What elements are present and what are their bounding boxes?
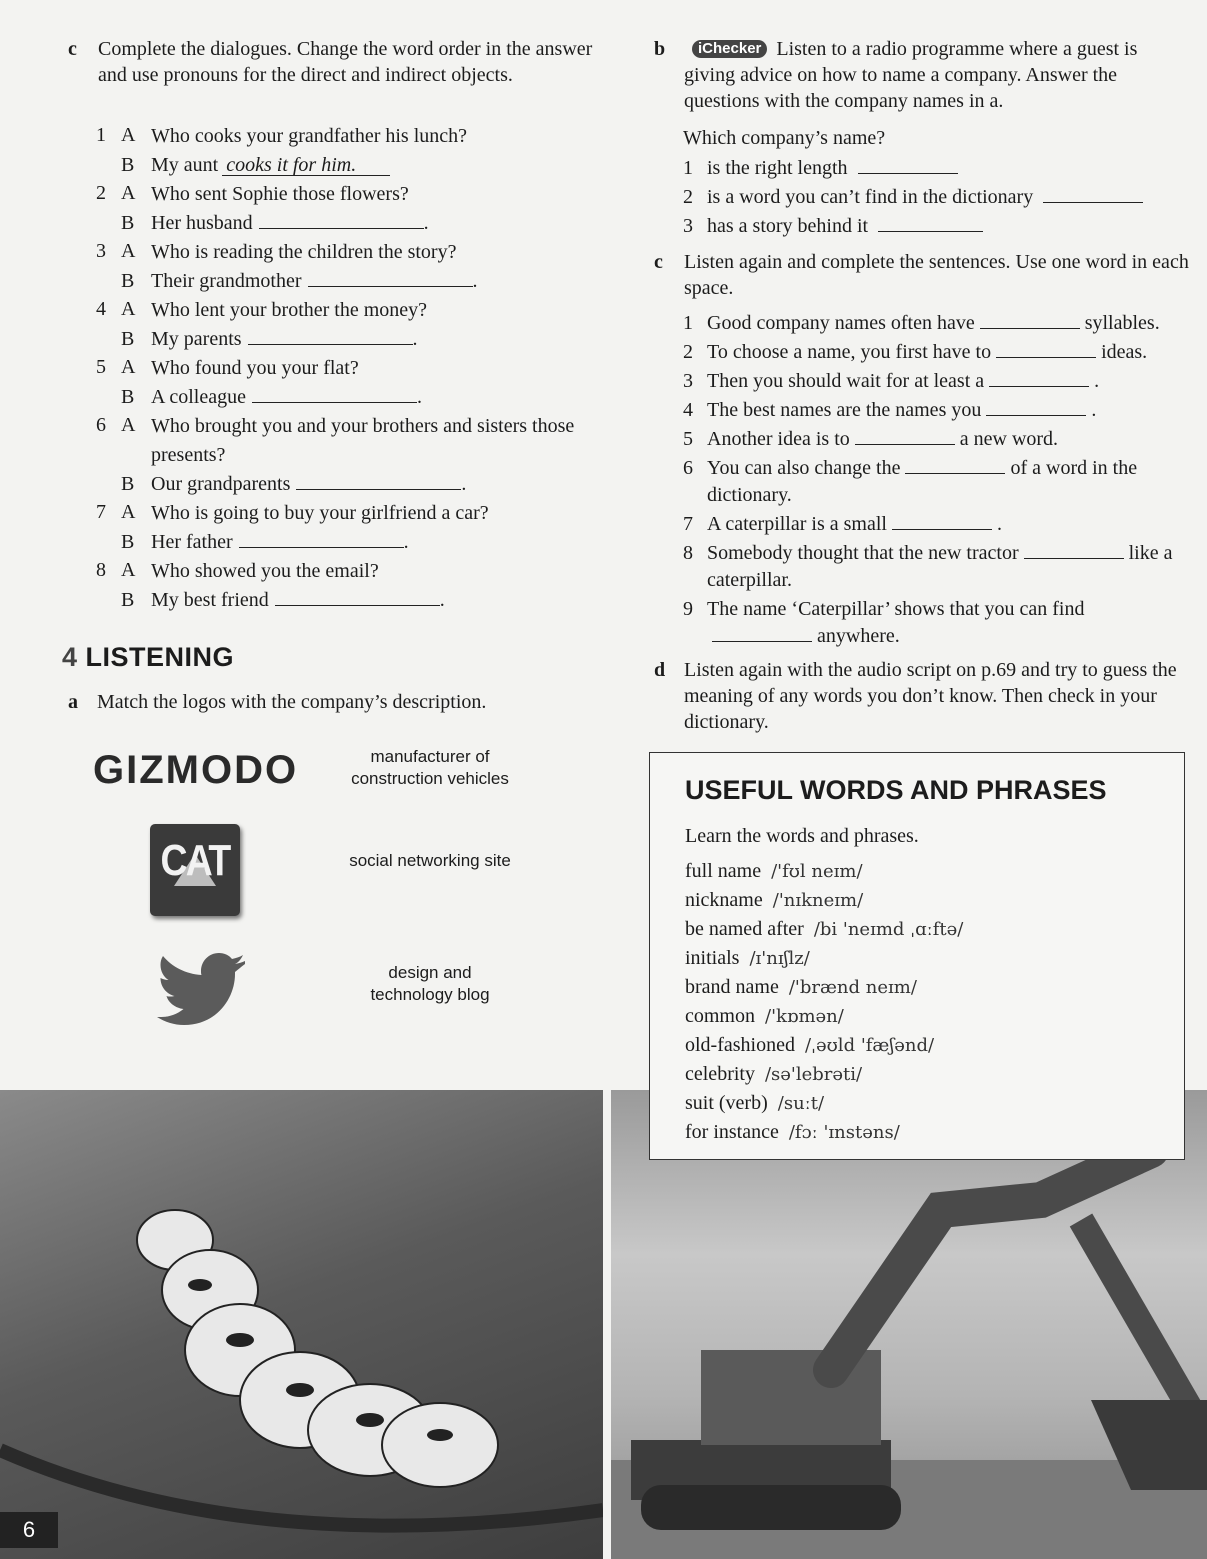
period: .: [412, 328, 418, 350]
dialogue-b-start: My best friend: [151, 589, 269, 611]
period: .: [416, 386, 422, 408]
speaker-a: A: [121, 559, 136, 581]
ichecker-badge: iChecker: [692, 40, 767, 58]
speaker-a: A: [121, 298, 136, 320]
item-text-before: Another idea is to: [707, 428, 850, 450]
speaker-a: A: [121, 501, 136, 523]
item-text: is a word you can’t find in the dictionary: [707, 186, 1034, 208]
useful-word: initials: [685, 947, 740, 969]
speaker-b: B: [121, 531, 135, 553]
dialogue-a-text: Who lent your brother the money?: [151, 299, 428, 321]
dialogue-number: 2: [96, 182, 106, 204]
exercise-c2-item: [683, 511, 1188, 538]
item-number: 1: [683, 312, 693, 334]
useful-words-subtitle: Learn the words and phrases.: [685, 825, 919, 847]
exercise-c2-item: [683, 339, 1188, 366]
dialogue-b-start: Our grandparents: [151, 473, 291, 495]
answer-blank[interactable]: [712, 623, 812, 642]
exercise-c2-item: [683, 540, 1188, 594]
item-text-after: a new word.: [959, 428, 1059, 450]
item-text-before: A caterpillar is a small: [707, 513, 887, 535]
dialogue-number: 7: [96, 501, 106, 523]
item-number: 1: [683, 157, 693, 179]
dialogue-item: [96, 296, 586, 354]
exercise-c2-item: [683, 426, 1188, 453]
useful-word-pronunciation: /'fʊl neɪm/: [771, 861, 863, 882]
exercise-d: [654, 657, 1189, 735]
useful-word-item: [685, 1002, 1165, 1031]
speaker-b: B: [121, 270, 135, 292]
answer-blank[interactable]: [248, 326, 413, 345]
dialogue-number: 4: [96, 298, 106, 320]
exercise-c2-instruction: Listen again and complete the sentences. Use one word in each space.: [684, 251, 1189, 299]
description-2: social networking site: [349, 851, 511, 870]
exercise-c2-item: [683, 310, 1188, 337]
dialogue-a-text: Who is going to buy your girlfriend a car?: [151, 502, 489, 524]
listening-a-label: a: [68, 691, 78, 713]
description-1: manufacturer of construction vehicles: [351, 747, 509, 788]
dialogue-b: [96, 383, 586, 412]
useful-word-pronunciation: /'brænd neɪm/: [788, 977, 917, 998]
dialogue-b-start: Their grandmother: [151, 270, 302, 292]
exercise-d-instruction: Listen again with the audio script on p.69 and try to guess the meaning of any words you don’t know. Then check in your dictionary.: [684, 659, 1177, 733]
dialogue-b: [96, 586, 586, 615]
exercise-b-question: Which company’s name?: [683, 127, 886, 149]
useful-words-list: [685, 857, 1165, 1147]
exercise-c2-list: [683, 310, 1188, 652]
item-number: 8: [683, 542, 693, 564]
item-number: 3: [683, 215, 693, 237]
page-number: 6: [0, 1512, 58, 1548]
useful-word-pronunciation: /fɔː 'ɪnstəns/: [788, 1122, 900, 1143]
item-text-before: Good company names often have: [707, 312, 975, 334]
answer-blank[interactable]: [892, 511, 992, 530]
exercise-b-list: [683, 154, 1183, 241]
item-text-after: .: [1091, 399, 1097, 421]
useful-word: old-fashioned: [685, 1034, 795, 1056]
listening-heading-number: 4: [62, 642, 78, 672]
item-number: 7: [683, 513, 693, 535]
speaker-a: A: [121, 240, 136, 262]
dialogue-b: [96, 267, 586, 296]
exercise-c: [68, 36, 608, 88]
answer-blank[interactable]: [855, 426, 955, 445]
dialogue-a: [96, 354, 586, 383]
period: .: [461, 473, 467, 495]
answer-blank[interactable]: [1024, 540, 1124, 559]
item-number: 9: [683, 598, 693, 620]
answer-blank[interactable]: [296, 471, 461, 490]
dialogue-a-text: Who brought you and your brothers and sisters those presents?: [151, 415, 575, 466]
useful-word-item: [685, 1118, 1165, 1147]
exercise-c2-item: [683, 596, 1188, 650]
dialogue-a-text: Who cooks your grandfather his lunch?: [151, 125, 468, 147]
exercise-c-label: c: [68, 38, 77, 60]
dialogue-b-start: A colleague: [151, 386, 246, 408]
speaker-b: B: [121, 386, 135, 408]
answer-blank[interactable]: [275, 587, 440, 606]
exercise-d-label: d: [654, 659, 666, 681]
useful-word-item: [685, 857, 1165, 886]
useful-word-pronunciation: /'kɒmən/: [765, 1006, 844, 1027]
item-text: is the right length: [707, 157, 848, 179]
speaker-b: B: [121, 328, 135, 350]
dialogue-b: [96, 325, 586, 354]
item-text-before: You can also change the: [707, 457, 901, 479]
cat-logo: [150, 824, 240, 916]
useful-words-title: USEFUL WORDS AND PHRASES: [685, 775, 1107, 805]
useful-word-pronunciation: /ɪ'nɪʃlz/: [749, 948, 810, 969]
useful-word-item: [685, 1060, 1165, 1089]
dialogue-number: 5: [96, 356, 106, 378]
useful-words-box: [649, 752, 1185, 1160]
useful-word-pronunciation: /ˌəʊld 'fæʃənd/: [804, 1035, 935, 1056]
dialogue-list: [96, 122, 586, 615]
answer-blank[interactable]: [1043, 184, 1143, 203]
dialogue-b: [96, 528, 586, 557]
speaker-a: A: [121, 414, 136, 436]
item-number: 2: [683, 186, 693, 208]
exercise-b: [654, 36, 1189, 114]
answer-blank[interactable]: [996, 339, 1096, 358]
dialogue-a: [96, 122, 586, 151]
speaker-b: B: [121, 154, 135, 176]
useful-word: for instance: [685, 1121, 779, 1143]
answer-blank[interactable]: [259, 210, 424, 229]
useful-word-pronunciation: /sə'lebrəti/: [764, 1064, 863, 1085]
answer-blank[interactable]: [905, 455, 1005, 474]
period: .: [403, 531, 409, 553]
dialogue-item: [96, 180, 586, 238]
dialogue-b: [96, 470, 586, 499]
description-3: design and technology blog: [370, 963, 490, 1004]
useful-word-item: [685, 886, 1165, 915]
item-text-before: The name ‘Caterpillar’ shows that you can find: [707, 598, 1085, 620]
item-number: 5: [683, 428, 693, 450]
dialogue-a-text: Who found you your flat?: [151, 357, 359, 379]
exercise-c-instruction: Complete the dialogues. Change the word order in the answer and use pronouns for the direct and indirect objects.: [98, 38, 593, 86]
twitter-bird-icon: [152, 952, 248, 1032]
item-number: 3: [683, 370, 693, 392]
item-text-after: syllables.: [1084, 312, 1160, 334]
useful-word: suit (verb): [685, 1092, 768, 1114]
dialogue-a: [96, 557, 586, 586]
dialogue-a: [96, 296, 586, 325]
useful-word-item: [685, 915, 1165, 944]
dialogue-a-text: Who sent Sophie those flowers?: [151, 183, 409, 205]
item-number: 4: [683, 399, 693, 421]
item-text-before: To choose a name, you first have to: [707, 341, 992, 363]
dialogue-a-text: Who showed you the email?: [151, 560, 379, 582]
exercise-b-item: [683, 154, 1183, 183]
useful-word-pronunciation: /'nɪkneɪm/: [772, 890, 864, 911]
dialogue-b-start: My aunt: [151, 154, 219, 176]
listening-a-instruction: Match the logos with the company’s description.: [97, 691, 487, 713]
item-text: has a story behind it: [707, 215, 869, 237]
speaker-a: A: [121, 356, 136, 378]
useful-word: full name: [685, 860, 762, 882]
gizmodo-logo: GIZMODO: [93, 748, 299, 792]
dialogue-item: [96, 354, 586, 412]
item-text-after: anywhere.: [817, 625, 900, 647]
useful-word-pronunciation: /bi 'neɪmd ˌɑːftə/: [813, 919, 964, 940]
dialogue-item: [96, 557, 586, 615]
answer-blank[interactable]: [989, 368, 1089, 387]
exercise-c2: [654, 249, 1189, 301]
answer-blank[interactable]: [878, 213, 983, 232]
useful-word: celebrity: [685, 1063, 755, 1085]
answer-blank[interactable]: [308, 268, 473, 287]
dialogue-answer: cooks it for him.: [222, 155, 390, 176]
speaker-b: B: [121, 589, 135, 611]
answer-blank[interactable]: [980, 310, 1080, 329]
answer-blank[interactable]: [252, 384, 417, 403]
dialogue-a-text: Who is reading the children the story?: [151, 241, 457, 263]
listening-heading-title: LISTENING: [85, 642, 235, 672]
dialogue-item: [96, 238, 586, 296]
exercise-c2-label: c: [654, 251, 663, 273]
useful-word-item: [685, 1089, 1165, 1118]
speaker-b: B: [121, 473, 135, 495]
useful-word-item: [685, 1031, 1165, 1060]
period: .: [472, 270, 478, 292]
answer-blank[interactable]: [986, 397, 1086, 416]
dialogue-a: [96, 499, 586, 528]
excavator-photo: [611, 1090, 1207, 1559]
useful-word-pronunciation: /suːt/: [777, 1093, 825, 1114]
period: .: [439, 589, 445, 611]
dialogue-a: [96, 180, 586, 209]
dialogue-item: [96, 412, 586, 499]
dialogue-b-start: Her husband: [151, 212, 253, 234]
item-text-before: The best names are the names you: [707, 399, 982, 421]
exercise-c2-item: [683, 455, 1188, 509]
dialogue-b-start: My parents: [151, 328, 242, 350]
exercise-c2-item: [683, 368, 1188, 395]
useful-word: common: [685, 1005, 755, 1027]
dialogue-a: [96, 412, 586, 470]
item-text-after: .: [1094, 370, 1100, 392]
dialogue-number: 1: [96, 124, 106, 146]
dialogue-number: 6: [96, 414, 106, 436]
item-text-before: Then you should wait for at least a: [707, 370, 985, 392]
dialogue-number: 3: [96, 240, 106, 262]
item-text-after: like a caterpillar.: [707, 542, 1173, 591]
exercise-b-item: [683, 183, 1183, 212]
useful-word: nickname: [685, 889, 763, 911]
useful-word-item: [685, 973, 1165, 1002]
useful-word: brand name: [685, 976, 779, 998]
useful-word-item: [685, 944, 1165, 973]
answer-blank[interactable]: [858, 155, 958, 174]
item-number: 2: [683, 341, 693, 363]
item-number: 6: [683, 457, 693, 479]
cat-logo-text: CAT: [160, 836, 230, 885]
useful-word: be named after: [685, 918, 804, 940]
exercise-b-item: [683, 212, 1183, 241]
answer-blank[interactable]: [239, 529, 404, 548]
dialogue-item: [96, 122, 586, 180]
item-text-after: of a word in the dictionary.: [707, 457, 1138, 506]
dialogue-b: [96, 209, 586, 238]
period: .: [423, 212, 429, 234]
dialogue-item: [96, 499, 586, 557]
caterpillar-photo: [0, 1090, 603, 1559]
listening-heading: [62, 642, 234, 673]
dialogue-b-start: Her father: [151, 531, 233, 553]
speaker-b: B: [121, 212, 135, 234]
exercise-c2-item: [683, 397, 1188, 424]
item-text-after: .: [996, 513, 1002, 535]
item-text-before: Somebody thought that the new tractor: [707, 542, 1019, 564]
exercise-b-instruction: Listen to a radio programme where a guest is giving advice on how to name a company. Answer the questions with the company names in a.: [684, 38, 1138, 112]
dialogue-number: 8: [96, 559, 106, 581]
item-text-after: ideas.: [1101, 341, 1148, 363]
speaker-a: A: [121, 182, 136, 204]
dialogue-b: [96, 151, 586, 180]
exercise-b-label: b: [654, 38, 666, 60]
speaker-a: A: [121, 124, 136, 146]
dialogue-a: [96, 238, 586, 267]
listening-a: [68, 689, 608, 715]
